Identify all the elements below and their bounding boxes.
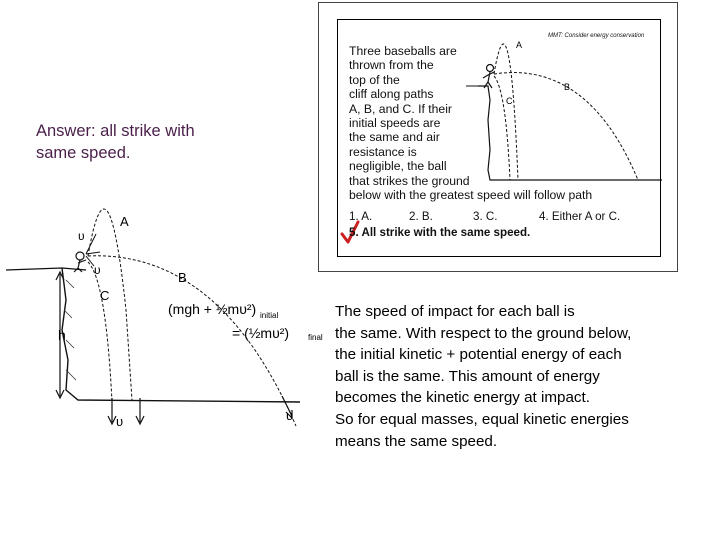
- answer-line-1: Answer: all strike with: [36, 122, 195, 140]
- sketch-path-c: [88, 262, 112, 402]
- question-line: cliff along paths: [349, 87, 434, 102]
- eq-initial: initial: [260, 311, 279, 320]
- choice-2: 2. B.: [409, 210, 433, 223]
- label-v-initial-1: υ: [78, 229, 85, 243]
- label-v-impact-b: υ: [286, 408, 294, 423]
- choice-4: 4. Either A or C.: [539, 210, 621, 223]
- sketch-label-b: B: [178, 270, 187, 285]
- small-label-c: C: [506, 96, 513, 106]
- explanation-line: becomes the kinetic energy at impact.: [335, 389, 590, 407]
- answer-text: [36, 120, 296, 164]
- small-label-b: B: [564, 82, 571, 92]
- question-line: that strikes the ground: [349, 173, 470, 188]
- choice-5-correct: 5. All strike with the same speed.: [349, 226, 531, 239]
- choice-1: 1. A.: [349, 210, 373, 223]
- question-line: top of the: [349, 72, 400, 87]
- initial-velocity-arrows: [86, 234, 100, 266]
- explanation-line: the initial kinetic + potential energy of each: [335, 346, 622, 364]
- hint-note: MMT: Consider energy conservation: [548, 33, 645, 39]
- question-line: below with the greatest speed will follow path: [349, 188, 593, 203]
- question-line: initial speeds are: [349, 116, 441, 131]
- question-text: [349, 44, 593, 203]
- question-figure: [318, 2, 678, 272]
- question-line: A, B, and C. If their: [349, 101, 452, 116]
- sketch-label-a: A: [120, 214, 129, 229]
- explanation-line: The speed of impact for each ball is: [335, 303, 575, 320]
- choice-3: 3. C.: [473, 210, 498, 223]
- label-h: h: [58, 327, 66, 343]
- eq-final: final: [308, 333, 323, 342]
- hand-sketch: [0, 190, 330, 440]
- explanation-line: the same. With respect to the ground below,: [335, 324, 632, 342]
- explanation-line: So for equal masses, equal kinetic energies: [335, 410, 629, 428]
- impact-arrow-c: [108, 398, 116, 424]
- question-line: thrown from the: [349, 58, 434, 73]
- sketch-ground-top: [6, 268, 86, 270]
- small-label-a: A: [516, 40, 523, 50]
- eq-line-1: (mgh + ½mυ²): [168, 301, 257, 317]
- question-line: Three baseballs are: [349, 44, 457, 58]
- impact-arrow-a: [136, 398, 144, 424]
- explanation-text: [335, 301, 715, 452]
- explanation-line: means the same speed.: [335, 432, 498, 450]
- eq-line-2: = (½mυ²): [232, 325, 290, 341]
- label-v-impact-c: υ: [116, 414, 124, 429]
- label-v-initial-2: υ: [94, 263, 101, 277]
- explanation-line: ball is the same. This amount of energy: [335, 367, 600, 385]
- question-line: the same and air: [349, 130, 440, 145]
- question-line: resistance is: [349, 144, 417, 159]
- question-line: negligible, the ball: [349, 159, 447, 174]
- sketch-label-c: C: [100, 288, 110, 303]
- question-panel: [337, 19, 661, 257]
- answer-line-2: same speed.: [36, 144, 131, 162]
